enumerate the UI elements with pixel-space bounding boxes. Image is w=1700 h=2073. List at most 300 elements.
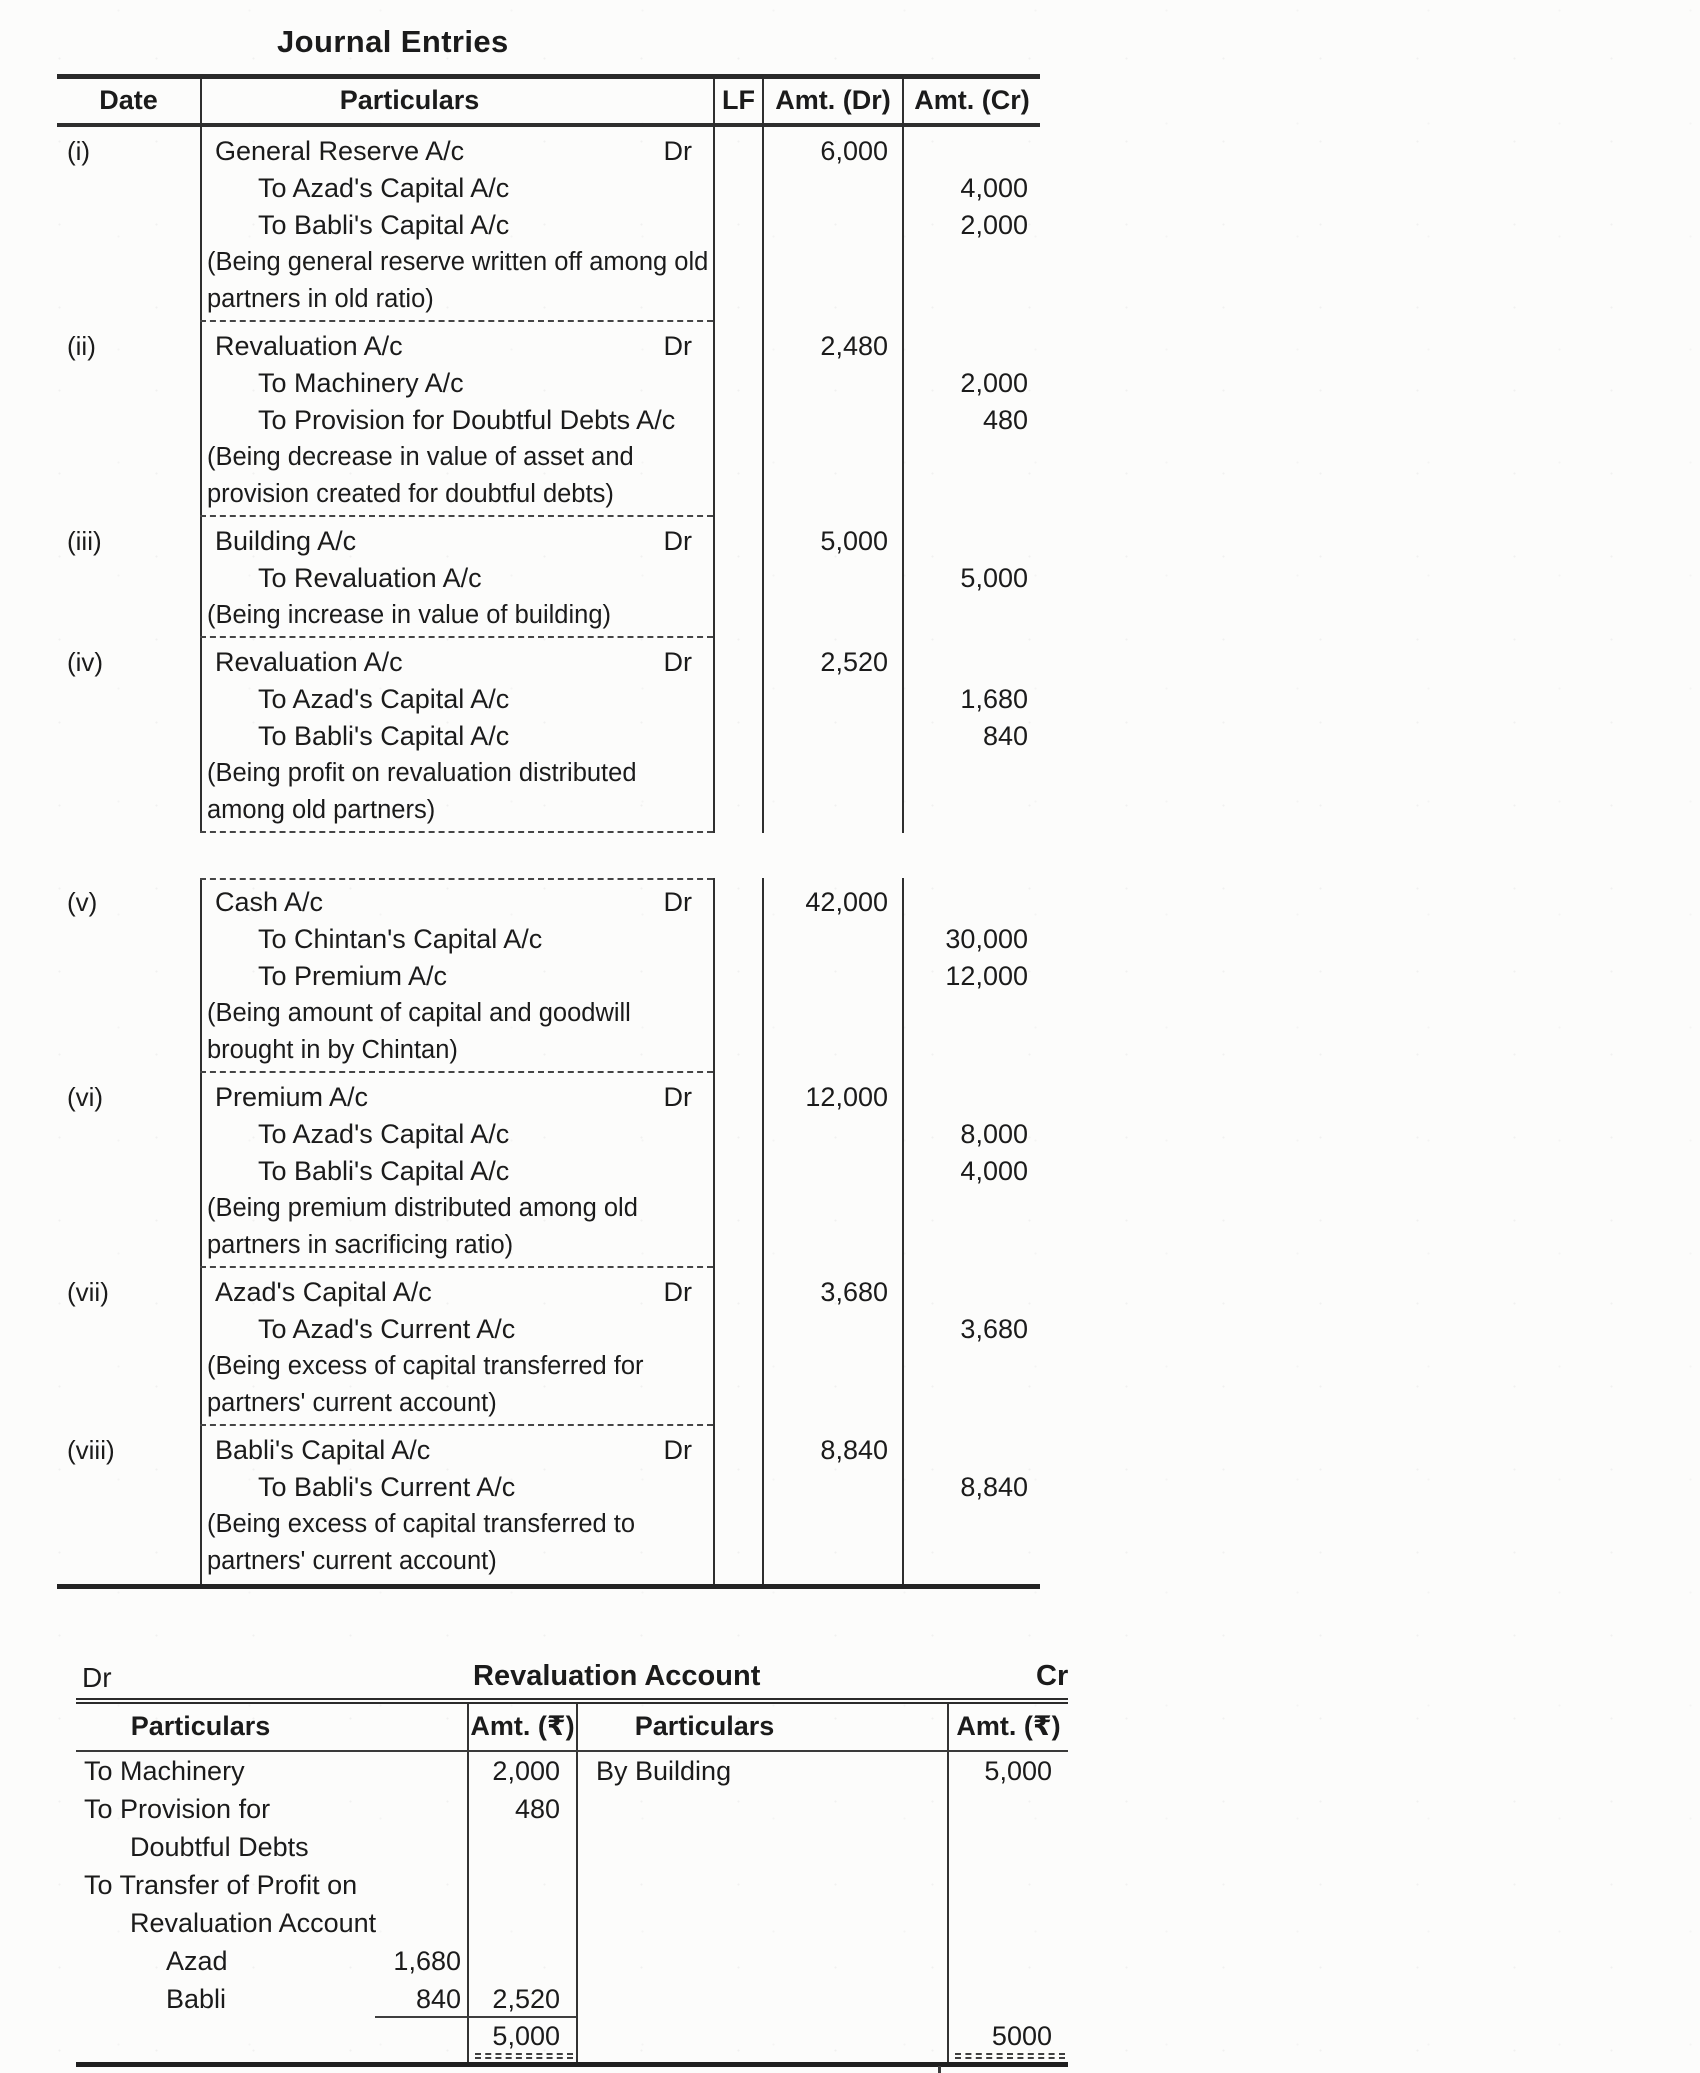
credit-amount	[902, 1227, 1040, 1264]
narration-particulars: partners' current account)	[207, 1547, 497, 1575]
entry-number	[57, 1348, 200, 1385]
entry-number	[57, 755, 200, 792]
journal-entry-line	[57, 718, 1040, 755]
entry-number: (vii)	[67, 1277, 109, 1307]
debit-particulars-text: To Transfer of Profit on	[84, 1870, 358, 1900]
debit-amount	[467, 1942, 576, 1980]
debit-amount	[467, 1866, 576, 1904]
debit-marker: Dr	[663, 1082, 692, 1112]
journal-entry-line	[57, 1116, 1040, 1153]
journal-entry-line	[57, 1227, 1040, 1264]
credit-amount	[902, 281, 1040, 318]
credit-particulars: To Azad's Capital A/c	[258, 684, 510, 714]
credit-amount: 8,000	[960, 1119, 1028, 1149]
column-header-amt-cr: Amt. (Cr)	[902, 79, 1040, 123]
double-underline	[475, 2053, 573, 2059]
lf-cell	[713, 281, 762, 318]
debit-marker: Dr	[663, 1435, 692, 1465]
journal-header-row	[57, 74, 1040, 127]
credit-particulars: To Machinery A/c	[258, 368, 464, 398]
journal-entry-line	[57, 439, 1040, 476]
empty-cell	[576, 2018, 947, 2062]
lf-cell	[713, 523, 762, 560]
entry-number	[57, 681, 200, 718]
narration-particulars: (Being general reserve written off among old	[207, 248, 709, 276]
credit-amount: 5,000	[960, 563, 1028, 593]
journal-entry-line	[57, 560, 1040, 597]
narration-particulars: partners' current account)	[207, 1389, 497, 1417]
narration-particulars: partners in old ratio)	[207, 285, 434, 313]
credit-amount	[902, 1079, 1040, 1116]
credit-amount: 2,000	[960, 368, 1028, 398]
credit-amount	[902, 995, 1040, 1032]
entry-number	[57, 244, 200, 281]
credit-amount	[902, 1385, 1040, 1422]
debit-particulars	[76, 1828, 467, 1866]
credit-particulars	[576, 1828, 947, 1866]
journal-block-1	[57, 127, 1040, 833]
lf-cell	[713, 644, 762, 681]
lf-cell	[713, 244, 762, 281]
revaluation-account-title: Revaluation Account	[473, 1660, 761, 1692]
journal-entry-line	[57, 281, 1040, 318]
journal-entry	[57, 517, 1040, 638]
account-name: Revaluation A/c	[215, 647, 403, 677]
journal-entry	[57, 878, 1040, 1073]
debit-amount	[762, 1506, 902, 1543]
debit-amount: 42,000	[805, 887, 888, 917]
narration-particulars: brought in by Chintan)	[207, 1036, 458, 1064]
debit-particulars	[76, 1942, 467, 1980]
entry-number: (ii)	[67, 331, 96, 361]
journal-entry-line	[57, 1348, 1040, 1385]
lf-cell	[713, 170, 762, 207]
entry-number	[57, 1227, 200, 1264]
journal-entry-line	[57, 1385, 1040, 1422]
debit-amount	[762, 1032, 902, 1069]
entry-number	[57, 1032, 200, 1069]
journal-block-2	[57, 878, 1040, 1589]
credit-particulars: To Azad's Capital A/c	[258, 1119, 510, 1149]
entry-number	[57, 597, 200, 634]
entry-number	[57, 921, 200, 958]
lf-cell	[713, 1432, 762, 1469]
debit-marker: Dr	[663, 331, 692, 361]
lf-cell	[713, 1190, 762, 1227]
narration-particulars: among old partners)	[207, 796, 436, 824]
revaluation-header-row	[76, 1704, 1068, 1752]
journal-entry-line	[57, 792, 1040, 829]
debit-particulars	[200, 644, 713, 681]
debit-amount: 5,000	[820, 526, 888, 556]
entry-number	[57, 1311, 200, 1348]
debit-amount: 6,000	[820, 136, 888, 166]
debit-amount	[762, 1227, 902, 1264]
debit-amount	[762, 755, 902, 792]
credit-amount: 12,000	[945, 961, 1028, 991]
journal-entry	[57, 638, 1040, 833]
double-underline	[955, 2053, 1065, 2059]
credit-particulars: By Building	[576, 1752, 947, 1790]
narration-particulars: (Being premium distributed among old	[207, 1194, 638, 1222]
debit-amount	[762, 681, 902, 718]
revaluation-header-amt-left: Amt. (₹)	[467, 1704, 576, 1750]
narration-particulars: (Being decrease in value of asset and	[207, 443, 634, 471]
credit-amount	[902, 476, 1040, 513]
entry-number	[57, 958, 200, 995]
debit-marker: Dr	[663, 887, 692, 917]
credit-particulars: To Provision for Doubtful Debts A/c	[258, 405, 676, 435]
journal-entry	[57, 1268, 1040, 1426]
credit-amount: 480	[982, 405, 1028, 435]
debit-amount	[762, 1385, 902, 1422]
debit-amount	[762, 1153, 902, 1190]
journal-entry-line	[57, 402, 1040, 439]
credit-amount	[902, 884, 1040, 921]
column-header-amt-dr: Amt. (Dr)	[762, 79, 902, 123]
credit-amount	[947, 1904, 1068, 1942]
entry-number	[57, 1506, 200, 1543]
revaluation-row	[76, 1866, 1068, 1904]
revaluation-header-particulars-right: Particulars	[576, 1704, 947, 1750]
debit-amount	[467, 1828, 576, 1866]
debit-particulars	[200, 884, 713, 921]
journal-entry-line	[57, 1469, 1040, 1506]
debit-total	[467, 2018, 576, 2062]
credit-amount	[902, 523, 1040, 560]
debit-marker: Dr	[663, 1277, 692, 1307]
column-header-date: Date	[99, 85, 158, 115]
account-name: Azad's Capital A/c	[215, 1277, 432, 1307]
debit-amount	[762, 170, 902, 207]
debit-particulars	[76, 1904, 467, 1942]
debit-particulars	[200, 523, 713, 560]
entry-number	[57, 1116, 200, 1153]
account-name: Building A/c	[215, 526, 357, 556]
credit-particulars	[576, 1942, 947, 1980]
narration-particulars: (Being amount of capital and goodwill	[207, 999, 631, 1027]
credit-particulars	[576, 1790, 947, 1828]
narration-particulars: (Being profit on revaluation distributed	[207, 759, 637, 787]
credit-amount: 840	[982, 721, 1028, 751]
debit-amount	[762, 281, 902, 318]
journal-entry-line	[57, 1079, 1040, 1116]
debit-amount	[762, 476, 902, 513]
revaluation-cr-label: Cr	[1036, 1660, 1069, 1692]
lf-cell	[713, 439, 762, 476]
lf-cell	[713, 921, 762, 958]
journal-entry-line	[57, 1032, 1040, 1069]
revaluation-row	[76, 1752, 1068, 1790]
debit-amount	[762, 995, 902, 1032]
credit-particulars: To Premium A/c	[258, 961, 448, 991]
credit-amount	[902, 439, 1040, 476]
debit-amount	[762, 958, 902, 995]
debit-total-amount: 5,000	[492, 2021, 560, 2051]
entry-number	[57, 1153, 200, 1190]
journal-entry-line	[57, 244, 1040, 281]
entry-number	[57, 365, 200, 402]
column-header-lf: LF	[713, 79, 762, 123]
lf-cell	[713, 1227, 762, 1264]
credit-amount	[947, 1828, 1068, 1866]
credit-particulars: To Babli's Capital A/c	[258, 1156, 510, 1186]
lf-cell	[713, 1469, 762, 1506]
credit-amount	[947, 1942, 1068, 1980]
lf-cell	[713, 884, 762, 921]
lf-cell	[713, 1032, 762, 1069]
credit-total-amount: 5000	[991, 2021, 1052, 2051]
debit-amount	[762, 1543, 902, 1580]
journal-entry	[57, 322, 1040, 517]
lf-cell	[713, 1153, 762, 1190]
debit-particulars	[200, 133, 713, 170]
credit-amount	[947, 1790, 1068, 1828]
entry-number	[57, 402, 200, 439]
revaluation-row	[76, 1904, 1068, 1942]
lf-cell	[713, 792, 762, 829]
credit-particulars: To Babli's Current A/c	[258, 1472, 516, 1502]
narration-particulars: partners in sacrificing ratio)	[207, 1231, 514, 1259]
journal-entry-line	[57, 476, 1040, 513]
credit-amount: 30,000	[945, 924, 1028, 954]
journal-entry-line	[57, 1153, 1040, 1190]
lf-cell	[713, 718, 762, 755]
credit-particulars	[576, 1904, 947, 1942]
debit-particulars	[200, 1432, 713, 1469]
debit-particulars-text: Babli	[166, 1984, 227, 2014]
lf-cell	[713, 995, 762, 1032]
debit-marker: Dr	[663, 647, 692, 677]
debit-amount: 12,000	[805, 1082, 888, 1112]
journal-entry	[57, 127, 1040, 322]
revaluation-row	[76, 1790, 1068, 1828]
debit-particulars-text: Doubtful Debts	[130, 1832, 309, 1862]
debit-amount: 2,000	[467, 1752, 576, 1790]
debit-amount: 8,840	[820, 1435, 888, 1465]
entry-number	[57, 476, 200, 513]
debit-amount: 2,520	[820, 647, 888, 677]
journal-entry-line	[57, 921, 1040, 958]
revaluation-row	[76, 1942, 1068, 1980]
narration-particulars: (Being increase in value of building)	[207, 601, 611, 629]
credit-particulars: To Revaluation A/c	[258, 563, 482, 593]
inner-amount: 840	[375, 1980, 467, 2018]
journal-entry	[57, 1073, 1040, 1268]
lf-cell	[713, 681, 762, 718]
entry-number	[57, 281, 200, 318]
lf-cell	[713, 755, 762, 792]
journal-entry-line	[57, 958, 1040, 995]
revaluation-body	[76, 1752, 1068, 2062]
journal-entry-line	[57, 1190, 1040, 1227]
lf-cell	[713, 958, 762, 995]
journal-entry-line	[57, 1543, 1040, 1580]
narration-particulars: provision created for doubtful debts)	[207, 480, 614, 508]
entry-number	[57, 1385, 200, 1422]
journal-entry-line	[57, 207, 1040, 244]
entry-number	[57, 1190, 200, 1227]
credit-amount: 5,000	[947, 1752, 1068, 1790]
debit-amount	[762, 1469, 902, 1506]
credit-amount	[902, 644, 1040, 681]
journal-entry-line	[57, 170, 1040, 207]
journal-entry-line	[57, 1274, 1040, 1311]
lf-cell	[713, 207, 762, 244]
entry-number: (viii)	[67, 1435, 115, 1465]
scan-mark	[938, 2066, 941, 2073]
credit-amount	[902, 1506, 1040, 1543]
journal-entry-line	[57, 995, 1040, 1032]
lf-cell	[713, 1311, 762, 1348]
page-title: Journal Entries	[277, 24, 509, 59]
credit-amount	[902, 328, 1040, 365]
debit-amount	[762, 718, 902, 755]
debit-amount: 3,680	[820, 1277, 888, 1307]
credit-amount	[947, 1866, 1068, 1904]
credit-particulars: To Babli's Capital A/c	[258, 721, 510, 751]
credit-amount	[902, 1432, 1040, 1469]
debit-amount	[762, 207, 902, 244]
debit-amount	[762, 1116, 902, 1153]
entry-number: (v)	[67, 887, 98, 917]
debit-marker: Dr	[663, 136, 692, 166]
lf-cell	[713, 1274, 762, 1311]
debit-particulars	[76, 1790, 467, 1828]
debit-particulars-text: To Provision for	[84, 1794, 271, 1824]
debit-marker: Dr	[663, 526, 692, 556]
debit-particulars	[76, 1866, 467, 1904]
journal-entry-line	[57, 597, 1040, 634]
lf-cell	[713, 328, 762, 365]
debit-particulars-text: Revaluation Account	[130, 1908, 377, 1938]
credit-amount	[902, 133, 1040, 170]
journal-entry-line	[57, 328, 1040, 365]
credit-amount: 8,840	[960, 1472, 1028, 1502]
credit-amount	[902, 1032, 1040, 1069]
debit-amount	[762, 244, 902, 281]
debit-amount: 2,480	[820, 331, 888, 361]
debit-amount	[762, 1348, 902, 1385]
entry-number	[57, 560, 200, 597]
debit-amount	[762, 402, 902, 439]
journal-entry-line	[57, 1506, 1040, 1543]
narration-particulars: (Being excess of capital transferred for	[207, 1352, 644, 1380]
credit-particulars	[576, 1980, 947, 2018]
account-name: Revaluation A/c	[215, 331, 403, 361]
journal-entry	[57, 1426, 1040, 1584]
journal-entry-line	[57, 644, 1040, 681]
credit-particulars: To Chintan's Capital A/c	[258, 924, 543, 954]
revaluation-total-row	[76, 2018, 1068, 2062]
debit-particulars-text: To Machinery	[84, 1756, 245, 1786]
debit-particulars	[76, 1752, 467, 1790]
entry-number: (iv)	[67, 647, 104, 677]
revaluation-dr-label: Dr	[82, 1662, 112, 1693]
credit-amount	[902, 755, 1040, 792]
entry-number	[57, 792, 200, 829]
journal-entry-line	[57, 1432, 1040, 1469]
entry-number	[57, 1469, 200, 1506]
account-name: General Reserve A/c	[215, 136, 465, 166]
entry-number: (i)	[67, 136, 91, 166]
inner-amount: 1,680	[393, 1946, 461, 1976]
journal-entry-line	[57, 884, 1040, 921]
entry-number	[57, 439, 200, 476]
credit-amount	[902, 1274, 1040, 1311]
lf-cell	[713, 133, 762, 170]
credit-amount	[902, 792, 1040, 829]
credit-amount: 1,680	[960, 684, 1028, 714]
credit-particulars	[576, 1866, 947, 1904]
credit-amount	[902, 1190, 1040, 1227]
debit-amount	[762, 597, 902, 634]
credit-particulars: To Azad's Current A/c	[258, 1314, 516, 1344]
lf-cell	[713, 1506, 762, 1543]
account-name: Babli's Capital A/c	[215, 1435, 431, 1465]
account-name: Cash A/c	[215, 887, 324, 917]
journal-entry-line	[57, 1311, 1040, 1348]
credit-total	[947, 2018, 1068, 2062]
entry-number	[57, 995, 200, 1032]
debit-particulars	[200, 1079, 713, 1116]
credit-particulars: To Azad's Capital A/c	[258, 173, 510, 203]
debit-amount	[762, 439, 902, 476]
revaluation-row	[76, 1828, 1068, 1866]
credit-particulars: To Babli's Capital A/c	[258, 210, 510, 240]
lf-cell	[713, 1116, 762, 1153]
journal-entry-line	[57, 365, 1040, 402]
journal-entry-line	[57, 133, 1040, 170]
debit-amount	[762, 365, 902, 402]
credit-amount: 4,000	[960, 1156, 1028, 1186]
lf-cell	[713, 1348, 762, 1385]
debit-amount	[762, 921, 902, 958]
lf-cell	[713, 560, 762, 597]
debit-particulars	[76, 1980, 467, 2018]
debit-amount	[762, 560, 902, 597]
debit-particulars	[200, 328, 713, 365]
credit-amount	[902, 1543, 1040, 1580]
entry-number: (vi)	[67, 1082, 104, 1112]
revaluation-header-particulars-left: Particulars	[130, 1711, 271, 1741]
journal-entry-line	[57, 523, 1040, 560]
entry-number	[57, 207, 200, 244]
debit-particulars	[200, 1274, 713, 1311]
debit-amount: 2,520	[467, 1980, 576, 2018]
revaluation-account-table	[76, 1698, 1068, 2067]
credit-amount	[947, 1980, 1068, 2018]
credit-amount: 3,680	[960, 1314, 1028, 1344]
lf-cell	[713, 1385, 762, 1422]
narration-particulars: (Being excess of capital transferred to	[207, 1510, 636, 1538]
revaluation-row	[76, 1980, 1068, 2018]
debit-amount	[762, 1311, 902, 1348]
debit-particulars-text: Azad	[166, 1946, 228, 1976]
credit-amount	[902, 244, 1040, 281]
entry-number	[57, 718, 200, 755]
revaluation-header-amt-right: Amt. (₹)	[947, 1704, 1068, 1750]
column-header-particulars: Particulars	[200, 79, 713, 123]
credit-amount	[902, 597, 1040, 634]
lf-cell	[713, 476, 762, 513]
lf-cell	[713, 597, 762, 634]
journal-entry-line	[57, 755, 1040, 792]
lf-cell	[713, 365, 762, 402]
credit-amount: 4,000	[960, 173, 1028, 203]
empty-cell	[76, 2018, 467, 2062]
journal-entry-line	[57, 681, 1040, 718]
